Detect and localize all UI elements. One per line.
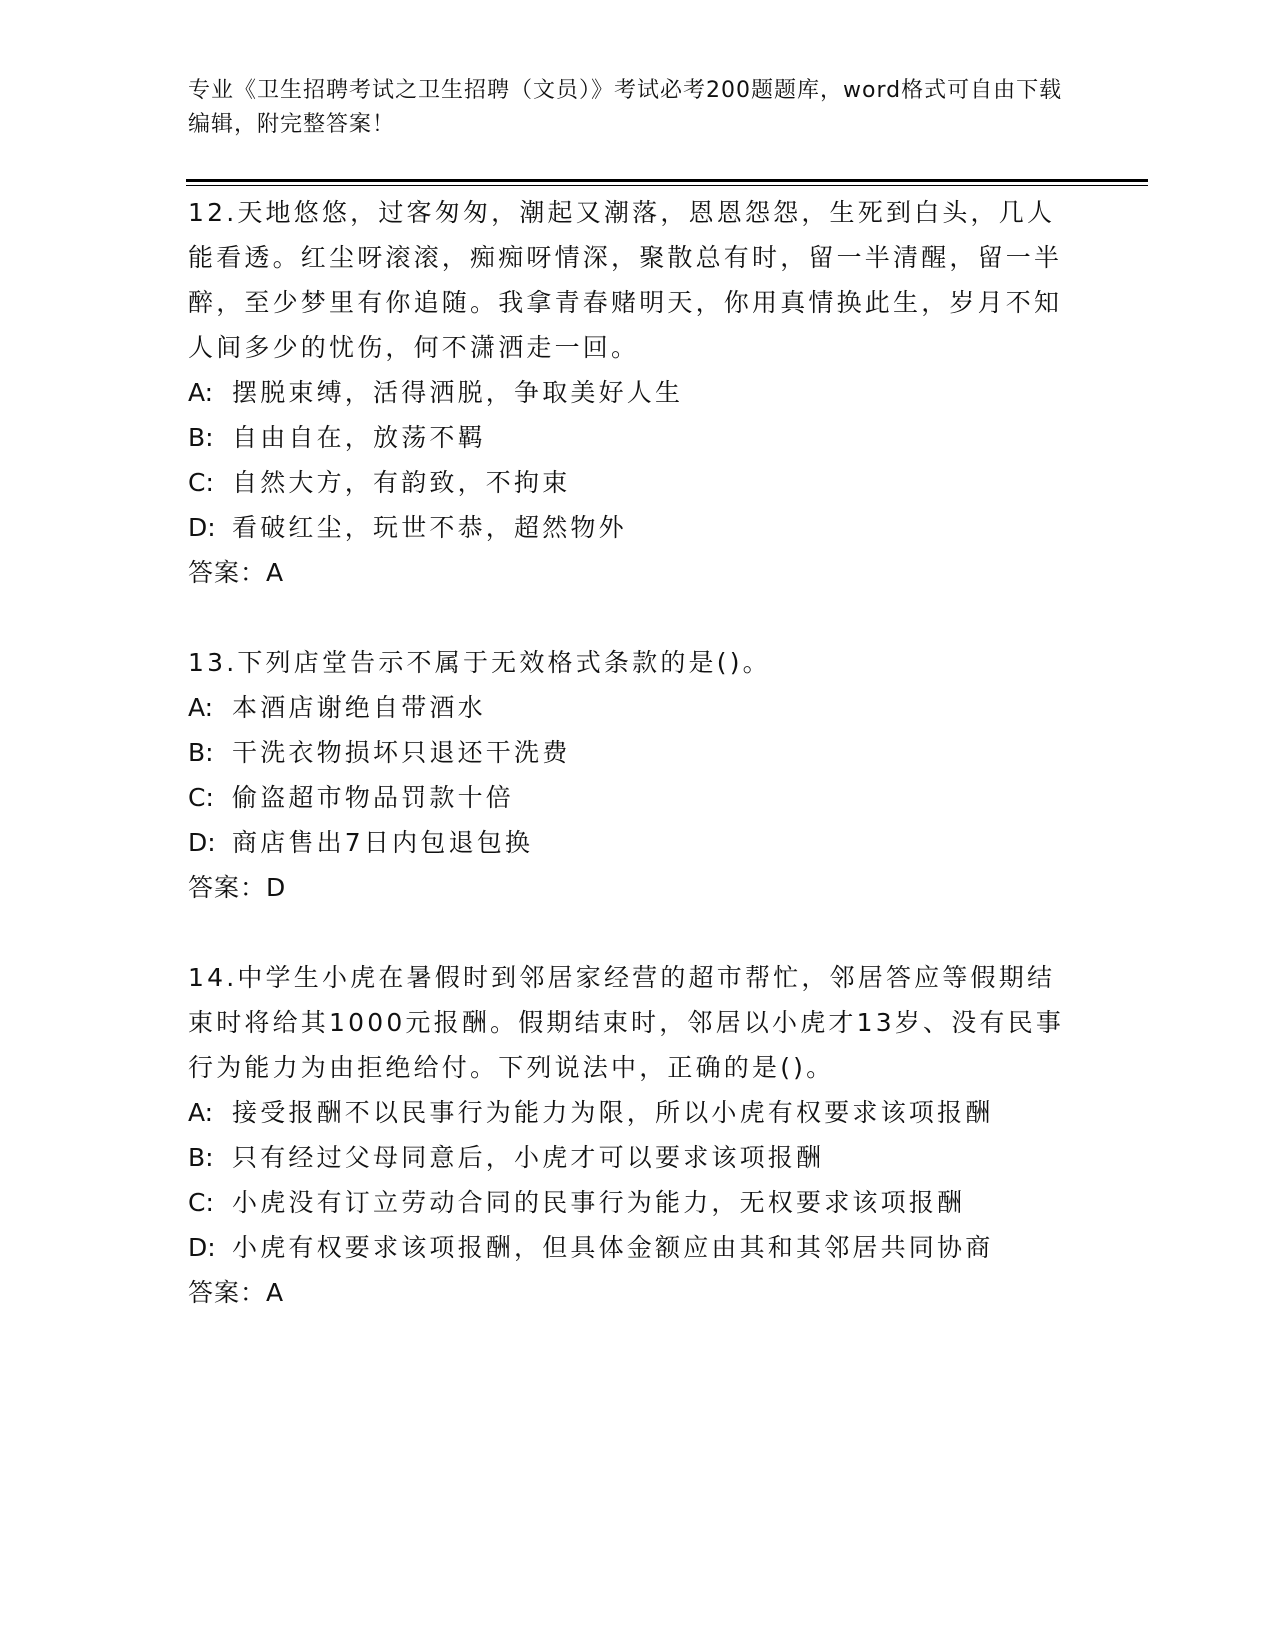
document-header: 专业《卫生招聘考试之卫生招聘（文员）》考试必考200题题库，word格式可自由下载编辑，附完整答案！ — [188, 78, 1063, 137]
option-text: 摆脱束缚，活得洒脱，争取美好人生 — [232, 378, 684, 407]
option-text: 看破红尘，玩世不恭，超然物外 — [232, 513, 627, 542]
question-text: 14.中学生小虎在暑假时到邻居家经营的超市帮忙，邻居答应等假期结束时将给其1000元报酬。假期结束时，邻居以小虎才13岁、没有民事行为能力为由拒绝给付。下列说法中，正确的是()。 — [188, 963, 1065, 1082]
option-letter: A: — [188, 693, 214, 722]
option-letter: B: — [188, 423, 214, 452]
option-c — [188, 1180, 1088, 1225]
question-12 — [188, 190, 1088, 595]
option-letter: A: — [188, 378, 214, 407]
option-letter: C: — [188, 1188, 214, 1217]
question-13 — [188, 640, 1088, 910]
option-text: 偷盗超市物品罚款十倍 — [232, 783, 515, 812]
header-rule-thin — [186, 185, 1148, 186]
option-text: 本酒店谢绝自带酒水 — [232, 693, 486, 722]
option-letter: B: — [188, 1143, 214, 1172]
option-a — [188, 1090, 1088, 1135]
option-c — [188, 460, 1088, 505]
question-list — [188, 190, 1088, 1315]
question-text: 13.下列店堂告示不属于无效格式条款的是()。 — [188, 648, 771, 677]
answer-line: 答案：D — [188, 873, 287, 902]
option-letter: C: — [188, 468, 214, 497]
option-a — [188, 685, 1088, 730]
option-letter: D: — [188, 828, 216, 857]
option-text: 自然大方，有韵致，不拘束 — [232, 468, 571, 497]
option-b — [188, 1135, 1088, 1180]
option-d — [188, 505, 1088, 550]
option-text: 自由自在，放荡不羁 — [232, 423, 486, 452]
option-d — [188, 1225, 1088, 1270]
option-text: 小虎没有订立劳动合同的民事行为能力，无权要求该项报酬 — [232, 1188, 966, 1217]
option-text: 只有经过父母同意后，小虎才可以要求该项报酬 — [232, 1143, 825, 1172]
question-spacer — [188, 595, 1088, 640]
answer-line: 答案：A — [188, 1278, 285, 1307]
answer-line: 答案：A — [188, 558, 285, 587]
option-text: 小虎有权要求该项报酬，但具体金额应由其和其邻居共同协商 — [232, 1233, 994, 1262]
option-letter: C: — [188, 783, 214, 812]
option-letter: A: — [188, 1098, 214, 1127]
header-rule-thick — [186, 179, 1148, 182]
option-text: 商店售出7日内包退包换 — [232, 828, 534, 857]
question-14 — [188, 955, 1088, 1315]
option-text: 干洗衣物损坏只退还干洗费 — [232, 738, 571, 767]
question-text: 12.天地悠悠，过客匆匆，潮起又潮落，恩恩怨怨，生死到白头，几人能看透。红尘呀滚滚，痴痴呀情深，聚散总有时，留一半清醒，留一半醉，至少梦里有你追随。我拿青春赌明天，你用真情换此生，岁月不知人间多少的忧伤，何不潇洒走一回。 — [188, 198, 1063, 362]
question-spacer — [188, 910, 1088, 955]
option-text: 接受报酬不以民事行为能力为限，所以小虎有权要求该项报酬 — [232, 1098, 994, 1127]
option-b — [188, 415, 1088, 460]
option-a — [188, 370, 1088, 415]
option-letter: D: — [188, 1233, 216, 1262]
option-b — [188, 730, 1088, 775]
option-c — [188, 775, 1088, 820]
option-letter: D: — [188, 513, 216, 542]
option-d — [188, 820, 1088, 865]
option-letter: B: — [188, 738, 214, 767]
